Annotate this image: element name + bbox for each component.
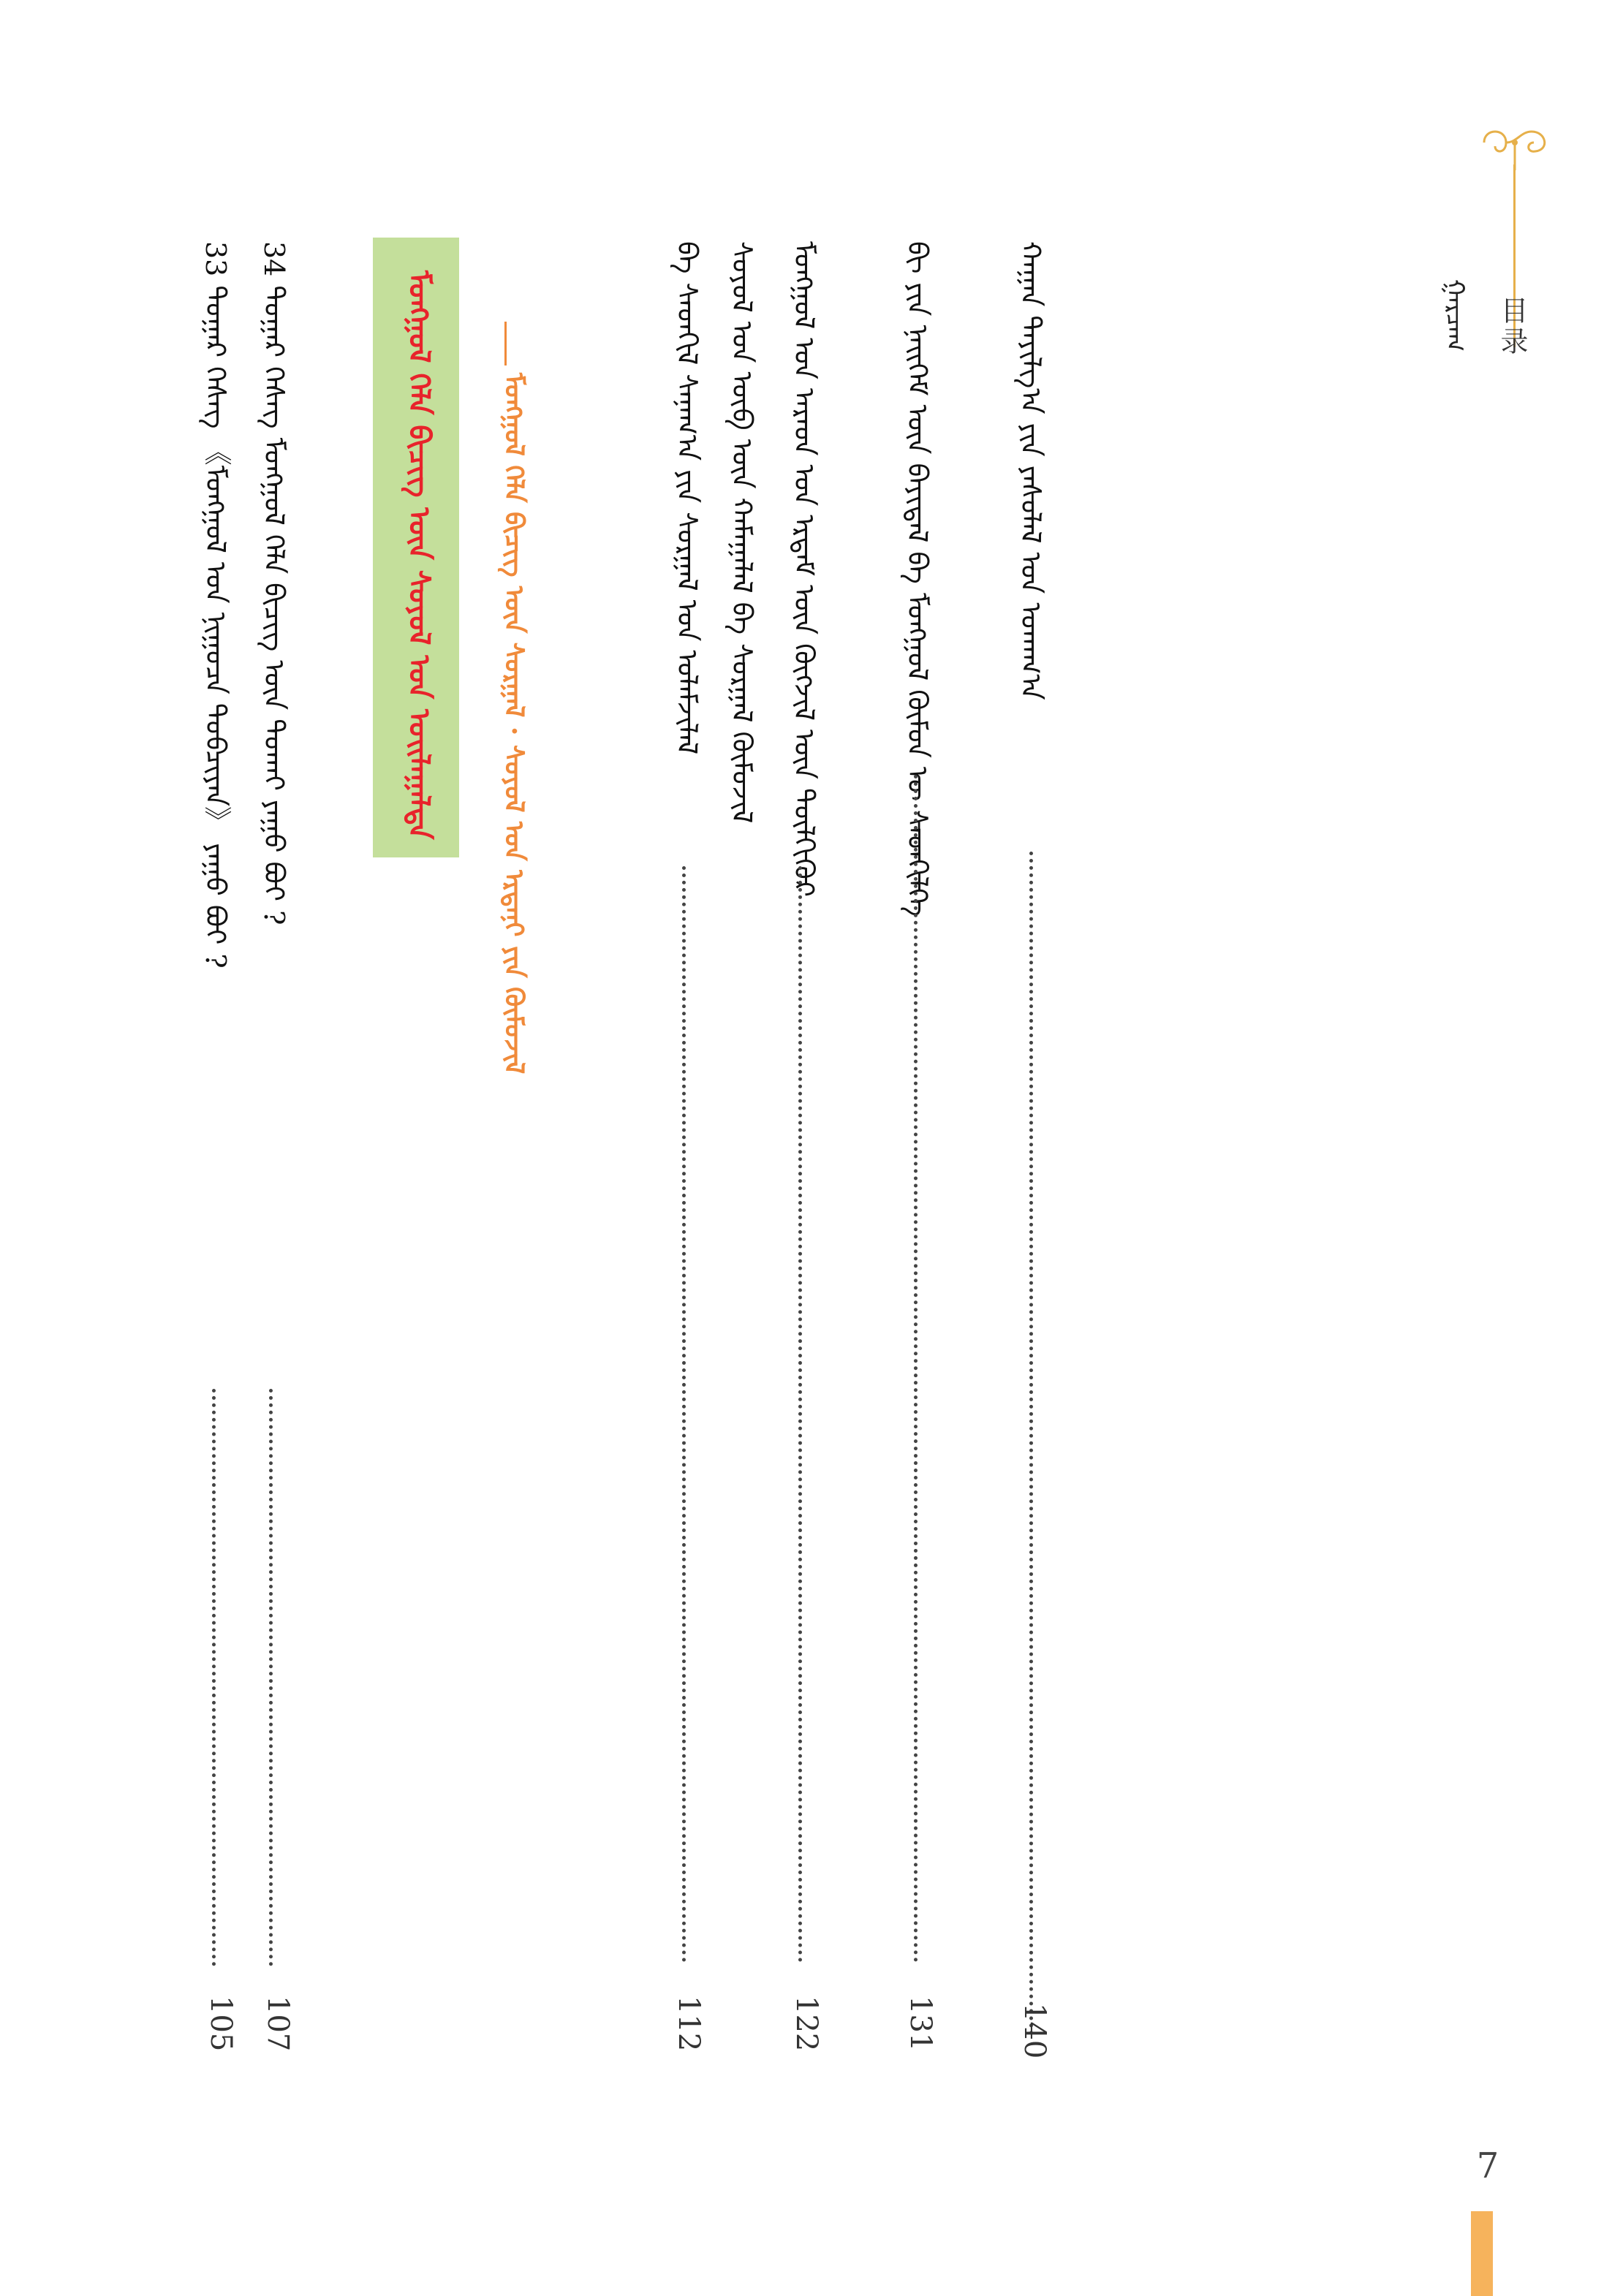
section-subtitle: ᠮᠣᠩᠭᠣᠯ ᠬᠡᠯᠡ ᠪᠢᠴᠢᠭ ᠦᠨ ᠰᠤᠷᠭᠠᠯ · ᠰᠣᠶᠣᠯ ᠤᠨ ᠡᠷᠳᠡᠨᠢ ᠶᠢᠨ ᠬᠥᠮᠦᠵᠢᠯ (499, 373, 529, 1075)
toc-entry-label[interactable]: ᠰᠣᠶᠣᠯ ᠤᠨ ᠥᠪ ᠦᠨ ᠬᠠᠮᠠᠭᠠᠯᠠᠯ ᠪᠠ ᠰᠤᠷᠭᠠᠯ ᠬᠥᠮᠦᠵᠢᠯ (726, 241, 758, 824)
toc-entry-label[interactable]: ᠮᠣᠩᠭᠣᠯ ᠤᠨ ᠠᠷᠠᠳ ᠤᠨ ᠡᠷᠳᠡᠮ ᠦᠨ ᠬᠥᠭᠵᠢᠯ ᠦᠨ ᠲᠦᠯᠬᠢᠭᠦᠷ (788, 241, 820, 898)
header-chinese-title: 目录 (1496, 296, 1528, 357)
header-mongolian-title: ᠭᠠᠷᠴᠠᠭ (1440, 279, 1469, 352)
accent-tab (1471, 2211, 1493, 2296)
toc-leader-dots (212, 1389, 245, 1966)
swirl-ornament-icon (1477, 121, 1557, 172)
toc-entry-label[interactable]: 34 ᠳᠤᠭᠠᠷ ᠬᠡᠰᠡᠭ ᠮᠣᠩᠭᠣᠯ ᠬᠡᠯᠡ ᠪᠢᠴᠢᠭ ᠦᠨ ᠲᠤᠬᠠᠢ ᠶᠠᠭᠤ ᠪᠤᠢ ? (258, 241, 290, 925)
toc-entry-label[interactable]: ᠬᠠᠭᠠᠨ ᠲᠠᠶᠢᠯᠭ᠎ᠠ ᠶᠢᠨ ᠶᠠᠰᠤᠯᠠᠯ ᠤᠨ ᠤᠬᠠᠭ᠎ᠠ (1015, 241, 1047, 700)
toc-entry-label[interactable]: ᠪᠠ ᠰᠡᠳᠬᠢᠯ ᠰᠠᠨᠠᠭ᠎ᠠ ᠶᠢᠨ ᠰᠤᠷᠭᠠᠯ ᠤᠨ ᠤᠯᠠᠮᠵᠢᠯᠠᠯ (671, 241, 703, 755)
subtitle-dash (504, 322, 507, 365)
toc-page-number: 131 (904, 1996, 937, 2052)
toc-leader-dots (269, 1389, 302, 1966)
page-number: 7 (1476, 2145, 1499, 2186)
toc-leader-dots (914, 775, 947, 1963)
toc-entry-label[interactable]: 33 ᠳᠤᠭᠠᠷ ᠬᠡᠰᠡᠭ 《ᠮᠣᠩᠭᠣᠯ ᠤᠨ ᠨᠢᠭᠤᠴᠠ ᠲᠣᠪᠴᠢᠶᠠᠨ》 ᠶᠠᠭᠤ ᠪᠤᠢ ? (200, 241, 232, 969)
toc-leader-dots (1029, 852, 1062, 2036)
toc-page-number: 107 (261, 1996, 295, 2052)
section-title[interactable]: ᠮᠣᠩᠭᠣᠯ ᠬᠡᠯᠡ ᠪᠢᠴᠢᠭ ᠦᠨ ᠰᠣᠶᠣᠯ ᠤᠨ ᠣᠢᠯᠠᠭᠠᠯᠲᠠ (402, 270, 436, 840)
toc-leader-dots (798, 866, 831, 1963)
toc-page-number: 122 (790, 1996, 823, 2052)
toc-page-number: 140 (1018, 2003, 1051, 2059)
toc-entry-label[interactable]: ᠪᠢ ᠶᠢᠨ ᠨᠡᠢᠭᠡᠮ ᠦᠨ ᠪᠠᠶᠢᠳᠠᠯ ᠪᠠ ᠮᠣᠩᠭᠣᠯ ᠬᠦᠮᠦᠨ ᠦ ᠰᠡᠳᠬᠢᠯᠭᠡ (901, 241, 934, 917)
toc-page-number: 105 (204, 1996, 238, 2052)
toc-leader-dots (682, 866, 715, 1963)
toc-page-number: 112 (672, 1996, 705, 2052)
